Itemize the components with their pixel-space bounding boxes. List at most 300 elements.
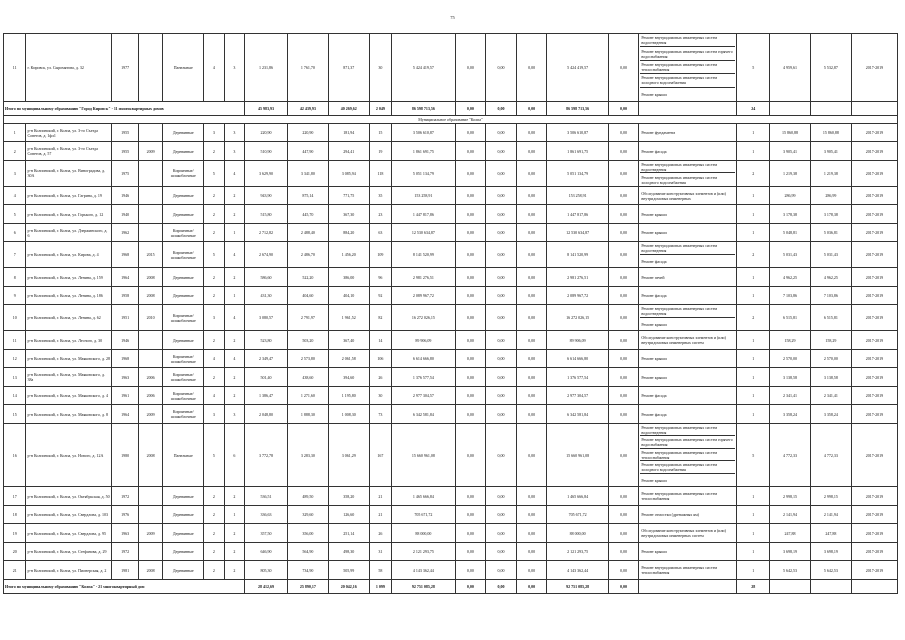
work-item: Ремонт внутридомовых инженерных систем теплоснабжения bbox=[640, 449, 735, 462]
cell-num: 7 bbox=[4, 242, 26, 268]
cell-fund-reg: 0,00 bbox=[486, 542, 517, 561]
cell-count: 5 bbox=[737, 423, 770, 487]
cell-cost-total: 12 530 634,87 bbox=[392, 223, 455, 242]
cell-walls: Кирпичные/ шлакоблочные bbox=[163, 223, 204, 242]
cell-entrances: 2 bbox=[224, 561, 244, 580]
work-item: Ремонт внутридомовых инженерных систем холодного водоснабжения bbox=[640, 74, 735, 87]
subtotal-fund-other: 0,00 bbox=[608, 579, 639, 593]
cell-unit-cost: 7 103,86 bbox=[770, 286, 811, 305]
cell-year-rec bbox=[138, 160, 163, 186]
table-row bbox=[4, 142, 898, 161]
subtotal-count: 28 bbox=[737, 579, 770, 593]
table-row bbox=[4, 405, 898, 424]
subtotal-fund-other: 0,00 bbox=[608, 101, 639, 115]
cell-address: р-н Колпинский, г. Колпа, ул. Стефанова, д. 29 bbox=[26, 542, 112, 561]
cell-unit-cost: 4 959,61 bbox=[770, 34, 811, 102]
works-cell bbox=[639, 423, 737, 487]
cell-max-cost: 158,29 bbox=[810, 331, 851, 350]
cell-year-built: 1972 bbox=[112, 487, 139, 506]
cell-max-cost: 2 570,00 bbox=[810, 349, 851, 368]
cell-area-res: 251,14 bbox=[328, 524, 369, 543]
cell-end-date: 2017-2019 bbox=[851, 160, 897, 186]
cell-fund-reg: 0,00 bbox=[486, 160, 517, 186]
cell-cost-total: 705 671,72 bbox=[392, 505, 455, 524]
cell-cost-total: 6 614 666,80 bbox=[392, 349, 455, 368]
cell-max-cost: 3 905,41 bbox=[810, 142, 851, 161]
cell-fund-own: 8 141 520,99 bbox=[547, 242, 608, 268]
cell-walls: Кирпичные/ шлакоблочные bbox=[163, 160, 204, 186]
cell-max-cost: 1 219,38 bbox=[810, 160, 851, 186]
cell-fund-reg: 0,00 bbox=[486, 331, 517, 350]
cell-fund-mun: 0,00 bbox=[516, 34, 547, 102]
work-item: Ремонт внутридомовых инженерных систем теплоснабжения bbox=[640, 61, 735, 74]
cell-year-rec: 2015 bbox=[138, 242, 163, 268]
cell-fund-mun: 0,00 bbox=[516, 561, 547, 580]
subtotal-row bbox=[4, 579, 898, 593]
cell-fund-fed: 0,00 bbox=[455, 524, 486, 543]
cell-year-built: 1946 bbox=[112, 331, 139, 350]
cell-num: 17 bbox=[4, 487, 26, 506]
work-item: Ремонт фасада bbox=[641, 293, 667, 299]
table-row bbox=[4, 34, 898, 102]
cell-fund-reg: 0,00 bbox=[486, 487, 517, 506]
cell-area-res: 1 195,80 bbox=[328, 386, 369, 405]
table-row bbox=[4, 423, 898, 487]
cell-end-date: 2017-2019 bbox=[851, 487, 897, 506]
cell-fund-own: 1 465 666,84 bbox=[547, 487, 608, 506]
cell-fund-reg: 0,00 bbox=[486, 286, 517, 305]
cell-count: 1 bbox=[737, 368, 770, 387]
cell-fund-reg: 0,00 bbox=[486, 423, 517, 487]
work-item: Ремонт внутридомовых инженерных систем холодного водоснабжения bbox=[640, 461, 735, 474]
cell-max-cost: 2 341,41 bbox=[810, 386, 851, 405]
cell-cost-total: 2 121 293,75 bbox=[392, 542, 455, 561]
cell-area-total: 646,90 bbox=[245, 542, 288, 561]
cell-address: р-н Колпинский, г. Колпа, ул. Лесного, д. 30 bbox=[26, 331, 112, 350]
cell-area-living: 522,20 bbox=[287, 268, 328, 287]
cell-area-total: 336,63 bbox=[245, 505, 288, 524]
cell-area-res: 771,75 bbox=[328, 186, 369, 205]
cell-end-date: 2017-2019 bbox=[851, 123, 897, 142]
cell-fund-reg: 0,00 bbox=[486, 368, 517, 387]
cell-area-total: 3 080,57 bbox=[245, 305, 288, 331]
cell-fund-mun: 0,00 bbox=[516, 186, 547, 205]
cell-fund-mun: 0,00 bbox=[516, 142, 547, 161]
cell-address: г. Кировск, ул. Сыромятова, д. 32 bbox=[26, 34, 112, 102]
works-cell bbox=[639, 386, 737, 405]
cell-year-rec: 2006 bbox=[138, 386, 163, 405]
cell-fund-own: 89 906,09 bbox=[547, 331, 608, 350]
table-row bbox=[4, 368, 898, 387]
cell-walls: Кирпичные/ шлакоблочные bbox=[163, 386, 204, 405]
cell-count: 2 bbox=[737, 242, 770, 268]
cell-unit-cost: 15 860,88 bbox=[770, 123, 811, 142]
cell-fund-mun: 0,00 bbox=[516, 349, 547, 368]
cell-residents: 92 bbox=[369, 286, 391, 305]
cell-num: 3 bbox=[4, 160, 26, 186]
cell-walls: Деревянные bbox=[163, 186, 204, 205]
works-cell bbox=[639, 524, 737, 543]
cell-count: 1 bbox=[737, 268, 770, 287]
cell-residents: 82 bbox=[369, 305, 391, 331]
cell-fund-other: 0,00 bbox=[608, 242, 639, 268]
work-item: Ремонт фасада bbox=[641, 258, 667, 264]
cell-fund-mun: 0,00 bbox=[516, 505, 547, 524]
cell-area-total: 2 674,90 bbox=[245, 242, 288, 268]
cell-year-rec bbox=[138, 223, 163, 242]
cell-max-cost: 7 103,86 bbox=[810, 286, 851, 305]
cell-cost-total: 1 465 666,84 bbox=[392, 487, 455, 506]
cell-area-living: 1 761,70 bbox=[287, 34, 328, 102]
cell-count: 2 bbox=[737, 160, 770, 186]
work-item: Ремонт крыши bbox=[641, 230, 667, 236]
cell-area-res: 3 085,94 bbox=[328, 160, 369, 186]
cell-area-living: 2 486,70 bbox=[287, 242, 328, 268]
cell-walls: Деревянные bbox=[163, 542, 204, 561]
cell-num: 11 bbox=[4, 34, 26, 102]
cell-max-cost: 6 515,81 bbox=[810, 305, 851, 331]
table-row bbox=[4, 386, 898, 405]
cell-year-built: 1980 bbox=[112, 423, 139, 487]
cell-year-built: 1968 bbox=[112, 242, 139, 268]
cell-fund-mun: 0,00 bbox=[516, 524, 547, 543]
cell-fund-other: 0,00 bbox=[608, 331, 639, 350]
work-item: Ремонт внутридомовых инженерных систем водоотведения bbox=[640, 242, 735, 255]
cell-walls: Кирпичные/ шлакоблочные bbox=[163, 368, 204, 387]
cell-floors: 3 bbox=[204, 305, 224, 331]
cell-address: р-н Колпинский, г. Колпа, ул. Горького, д. 12 bbox=[26, 205, 112, 224]
cell-walls: Деревянные bbox=[163, 331, 204, 350]
cell-cost-total: 2 977 304,57 bbox=[392, 386, 455, 405]
cell-area-living: 220,90 bbox=[287, 123, 328, 142]
cell-fund-mun: 0,00 bbox=[516, 405, 547, 424]
subtotal-fund-fed: 0,00 bbox=[455, 579, 486, 593]
cell-unit-cost: 158,29 bbox=[770, 331, 811, 350]
work-item: Ремонт крыши bbox=[641, 91, 667, 97]
work-item: Ремонт фасада bbox=[641, 411, 667, 417]
subtotal-fund-reg: 0,00 bbox=[486, 579, 517, 593]
cell-area-living: 447,90 bbox=[287, 142, 328, 161]
cell-fund-mun: 0,00 bbox=[516, 305, 547, 331]
cell-year-rec bbox=[138, 205, 163, 224]
cell-end-date: 2017-2019 bbox=[851, 205, 897, 224]
cell-entrances: 3 bbox=[224, 142, 244, 161]
cell-fund-fed: 0,00 bbox=[455, 286, 486, 305]
cell-floors: 2 bbox=[204, 561, 224, 580]
cell-floors: 4 bbox=[204, 349, 224, 368]
cell-num: 18 bbox=[4, 505, 26, 524]
table-row bbox=[4, 305, 898, 331]
cell-area-living: 564,90 bbox=[287, 542, 328, 561]
cell-fund-other: 0,00 bbox=[608, 505, 639, 524]
subtotal-area-res: 20 042,16 bbox=[328, 579, 369, 593]
table-row bbox=[4, 160, 898, 186]
work-item: Ремонт отмостки (дренажных ям) bbox=[641, 512, 700, 518]
cell-cost-total: 89 906,09 bbox=[392, 331, 455, 350]
cell-year-rec bbox=[138, 542, 163, 561]
cell-area-living: 3 341,80 bbox=[287, 160, 328, 186]
work-item: Ремонт печей bbox=[641, 274, 665, 280]
cell-year-rec bbox=[138, 186, 163, 205]
cell-walls: Кирпичные/ шлакоблочные bbox=[163, 349, 204, 368]
cell-area-total: 431,30 bbox=[245, 286, 288, 305]
cell-area-living: 1 271,60 bbox=[287, 386, 328, 405]
cell-cost-total: 8 141 520,99 bbox=[392, 242, 455, 268]
cell-area-total: 2 048,80 bbox=[245, 405, 288, 424]
cell-area-living: 445,70 bbox=[287, 205, 328, 224]
cell-walls: Деревянные bbox=[163, 487, 204, 506]
subtotal-residents: 1 099 bbox=[369, 579, 391, 593]
cell-residents: 167 bbox=[369, 423, 391, 487]
work-item: Ремонт крыши bbox=[641, 477, 667, 483]
table-row bbox=[4, 487, 898, 506]
cell-entrances: 2 bbox=[224, 524, 244, 543]
subtotal-end-date bbox=[851, 101, 897, 115]
cell-walls: Кирпичные/ шлакоблочные bbox=[163, 405, 204, 424]
cell-fund-mun: 0,00 bbox=[516, 223, 547, 242]
subtotal-area-living: 42 439,93 bbox=[287, 101, 328, 115]
cell-fund-fed: 0,00 bbox=[455, 423, 486, 487]
cell-address: р-н Колпинский, г. Колпа, ул. Гагрина, д. 19 bbox=[26, 186, 112, 205]
cell-fund-mun: 0,00 bbox=[516, 542, 547, 561]
cell-year-built: 1958 bbox=[112, 286, 139, 305]
cell-fund-own: 4 143 362,44 bbox=[547, 561, 608, 580]
cell-floors: 2 bbox=[204, 268, 224, 287]
works-cell bbox=[639, 34, 737, 102]
cell-fund-own: 12 530 634,87 bbox=[547, 223, 608, 242]
cell-cost-total: 1 861 691,75 bbox=[392, 142, 455, 161]
table-row bbox=[4, 223, 898, 242]
capital-repair-register-table bbox=[3, 33, 898, 594]
work-item: Обследование конструктивных элементов и (или) внутридомовых инженерных bbox=[641, 190, 726, 201]
cell-end-date: 2017-2019 bbox=[851, 268, 897, 287]
work-item: Ремонт фундамента bbox=[641, 130, 676, 136]
table-row bbox=[4, 561, 898, 580]
cell-cost-total: 2 981 276,51 bbox=[392, 268, 455, 287]
subtotal-max-cost bbox=[810, 579, 851, 593]
cell-area-res: 3 061,29 bbox=[328, 423, 369, 487]
cell-fund-other: 0,00 bbox=[608, 423, 639, 487]
cell-count: 1 bbox=[737, 487, 770, 506]
cell-fund-fed: 0,00 bbox=[455, 542, 486, 561]
cell-fund-other: 0,00 bbox=[608, 368, 639, 387]
cell-area-total: 2 712,82 bbox=[245, 223, 288, 242]
cell-address: р-н Колпинский, г. Колпа, ул. Маяковского, д. 28 bbox=[26, 349, 112, 368]
cell-year-rec: 2010 bbox=[138, 305, 163, 331]
subtotal-row bbox=[4, 101, 898, 115]
cell-year-rec: 2008 bbox=[138, 561, 163, 580]
cell-area-total: 501,40 bbox=[245, 368, 288, 387]
cell-end-date: 2017-2019 bbox=[851, 242, 897, 268]
subtotal-residents: 2 049 bbox=[369, 101, 391, 115]
cell-walls: Кирпичные/ шлакоблочные bbox=[163, 242, 204, 268]
cell-entrances: 3 bbox=[224, 405, 244, 424]
cell-fund-other: 0,00 bbox=[608, 34, 639, 102]
cell-residents: 109 bbox=[369, 242, 391, 268]
subtotal-fund-own: 86 598 713,56 bbox=[547, 101, 608, 115]
table-body bbox=[4, 34, 898, 594]
cell-area-total: 805,30 bbox=[245, 561, 288, 580]
subtotal-label: Итого по муниципальному образованию "Колпа" - 21 многоквартирный дом bbox=[4, 579, 245, 593]
subtotal-unit-cost bbox=[770, 101, 811, 115]
work-item: Ремонт крыши bbox=[641, 321, 667, 327]
cell-end-date: 2017-2019 bbox=[851, 368, 897, 387]
cell-floors: 4 bbox=[204, 34, 224, 102]
cell-end-date: 2017-2019 bbox=[851, 186, 897, 205]
cell-floors: 2 bbox=[204, 186, 224, 205]
cell-count: 1 bbox=[737, 186, 770, 205]
cell-cost-total: 88 000,00 bbox=[392, 524, 455, 543]
subtotal-area-res: 40 269,62 bbox=[328, 101, 369, 115]
cell-fund-reg: 0,00 bbox=[486, 305, 517, 331]
cell-max-cost: 5 642,53 bbox=[810, 561, 851, 580]
cell-walls: Деревянные bbox=[163, 205, 204, 224]
cell-year-rec bbox=[138, 123, 163, 142]
cell-max-cost: 2 141,94 bbox=[810, 505, 851, 524]
cell-num: 12 bbox=[4, 349, 26, 368]
cell-count: 1 bbox=[737, 123, 770, 142]
cell-residents: 21 bbox=[369, 487, 391, 506]
cell-fund-other: 0,00 bbox=[608, 542, 639, 561]
cell-year-rec bbox=[138, 487, 163, 506]
cell-fund-mun: 0,00 bbox=[516, 331, 547, 350]
cell-address: р-н Колпинский, г. Колпа, ул. Дзержинского, д. 6 bbox=[26, 223, 112, 242]
cell-cost-total: 5 424 419,57 bbox=[392, 34, 455, 102]
subtotal-label: Итого по муниципальному образованию "Город Кировск" - 11 многоквартирных домов bbox=[4, 101, 245, 115]
table-row bbox=[4, 505, 898, 524]
cell-area-res: 498,30 bbox=[328, 542, 369, 561]
cell-area-res: 1 456,20 bbox=[328, 242, 369, 268]
cell-year-built: 1977 bbox=[112, 34, 139, 102]
cell-fund-other: 0,00 bbox=[608, 524, 639, 543]
cell-residents: 63 bbox=[369, 223, 391, 242]
cell-walls: Деревянные bbox=[163, 123, 204, 142]
cell-end-date: 2017-2019 bbox=[851, 223, 897, 242]
cell-fund-own: 1 447 817,86 bbox=[547, 205, 608, 224]
subtotal-fund-own: 92 751 085,28 bbox=[547, 579, 608, 593]
cell-floors: 2 bbox=[204, 223, 224, 242]
cell-address: р-н Колпинский, г. Колпа, ул. Виноградова, д. 30А bbox=[26, 160, 112, 186]
cell-address: р-н Колпинский, г. Колпа, ул. Октябрьская, д. 50 bbox=[26, 487, 112, 506]
cell-address: р-н Колпинский, г. Колпа, ул. Кирова, д. 4 bbox=[26, 242, 112, 268]
work-item: Ремонт внутридомовых инженерных систем теплоснабжения bbox=[641, 491, 718, 502]
works-cell bbox=[639, 123, 737, 142]
cell-year-rec: 2008 bbox=[138, 268, 163, 287]
cell-area-total: 3 629,90 bbox=[245, 160, 288, 186]
cell-entrances: 2 bbox=[224, 205, 244, 224]
cell-entrances: 4 bbox=[224, 349, 244, 368]
cell-fund-other: 0,00 bbox=[608, 205, 639, 224]
cell-fund-fed: 0,00 bbox=[455, 505, 486, 524]
cell-fund-other: 0,00 bbox=[608, 405, 639, 424]
cell-area-living: 3 283,30 bbox=[287, 423, 328, 487]
cell-fund-mun: 0,00 bbox=[516, 160, 547, 186]
cell-fund-fed: 0,00 bbox=[455, 331, 486, 350]
cell-entrances: 1 bbox=[224, 505, 244, 524]
subtotal-cost-total: 92 751 085,28 bbox=[392, 579, 455, 593]
cell-unit-cost: 3 138,58 bbox=[770, 368, 811, 387]
cell-area-res: 1 008,30 bbox=[328, 405, 369, 424]
subtotal-area-total: 45 983,93 bbox=[245, 101, 288, 115]
cell-address: р-н Колпинский, г. Колпа, ул. Маяковского, д. 4 bbox=[26, 386, 112, 405]
cell-residents: 73 bbox=[369, 405, 391, 424]
cell-area-living: 875,14 bbox=[287, 186, 328, 205]
cell-residents: 31 bbox=[369, 542, 391, 561]
cell-unit-cost: 5 642,53 bbox=[770, 561, 811, 580]
cell-fund-own: 2 977 304,57 bbox=[547, 386, 608, 405]
cell-cost-total: 153 258,91 bbox=[392, 186, 455, 205]
work-item: Ремонт крыши bbox=[641, 374, 667, 380]
cell-fund-mun: 0,00 bbox=[516, 368, 547, 387]
cell-max-cost: 3 358,24 bbox=[810, 405, 851, 424]
cell-area-living: 489,50 bbox=[287, 487, 328, 506]
cell-residents: 26 bbox=[369, 368, 391, 387]
works-cell bbox=[639, 160, 737, 186]
cell-num: 13 bbox=[4, 368, 26, 387]
cell-fund-own: 88 000,00 bbox=[547, 524, 608, 543]
cell-residents: 118 bbox=[369, 160, 391, 186]
cell-walls: Кирпичные/ шлакоблочные bbox=[163, 305, 204, 331]
cell-area-living: 438,60 bbox=[287, 368, 328, 387]
cell-fund-mun: 0,00 bbox=[516, 386, 547, 405]
cell-address: р-н Колпинский, г. Колпа, ул. Маяковского, д. 8 bbox=[26, 405, 112, 424]
cell-fund-fed: 0,00 bbox=[455, 160, 486, 186]
page-number: 75 bbox=[450, 15, 455, 20]
cell-address: р-н Колпинский, г. Колпа, ул. Ленина, д. 62 bbox=[26, 305, 112, 331]
cell-fund-reg: 0,00 bbox=[486, 142, 517, 161]
cell-year-built: 1976 bbox=[112, 505, 139, 524]
cell-fund-fed: 0,00 bbox=[455, 561, 486, 580]
cell-year-rec: 2008 bbox=[138, 286, 163, 305]
cell-residents: 21 bbox=[369, 505, 391, 524]
cell-max-cost: 5 031,43 bbox=[810, 242, 851, 268]
cell-unit-cost: 4 772,33 bbox=[770, 423, 811, 487]
cell-area-total: 2 349,47 bbox=[245, 349, 288, 368]
cell-area-living: 734,90 bbox=[287, 561, 328, 580]
cell-fund-reg: 0,00 bbox=[486, 186, 517, 205]
cell-unit-cost: 5 031,43 bbox=[770, 242, 811, 268]
cell-num: 2 bbox=[4, 142, 26, 161]
cell-entrances: 6 bbox=[224, 423, 244, 487]
cell-fund-reg: 0,00 bbox=[486, 268, 517, 287]
cell-count: 1 bbox=[737, 405, 770, 424]
cell-year-rec bbox=[138, 34, 163, 102]
cell-walls: Панельные bbox=[163, 34, 204, 102]
subtotal-cost-total: 86 598 713,56 bbox=[392, 101, 455, 115]
cell-fund-own: 2 121 293,75 bbox=[547, 542, 608, 561]
cell-fund-mun: 0,00 bbox=[516, 423, 547, 487]
works-cell bbox=[639, 305, 737, 331]
cell-area-res: 505,99 bbox=[328, 561, 369, 580]
subtotal-max-cost bbox=[810, 101, 851, 115]
cell-address: р-н Колпинский, г. Колпа, ул. Свердлова, д. 103 bbox=[26, 505, 112, 524]
work-item: Ремонт внутридомовых инженерных систем водоотведения bbox=[640, 424, 735, 437]
cell-floors: 5 bbox=[204, 242, 224, 268]
subtotal-fund-mun: 0,00 bbox=[516, 579, 547, 593]
cell-end-date: 2017-2019 bbox=[851, 561, 897, 580]
cell-area-total: 536,51 bbox=[245, 487, 288, 506]
cell-fund-other: 0,00 bbox=[608, 223, 639, 242]
work-item: Ремонт внутридомовых инженерных систем водоотведения bbox=[640, 161, 735, 174]
cell-max-cost: 15 860,88 bbox=[810, 123, 851, 142]
cell-num: 21 bbox=[4, 561, 26, 580]
cell-year-built: 1968 bbox=[112, 349, 139, 368]
cell-count: 1 bbox=[737, 505, 770, 524]
cell-floors: 2 bbox=[204, 205, 224, 224]
cell-year-rec: 2009 bbox=[138, 142, 163, 161]
cell-entrances: 2 bbox=[224, 331, 244, 350]
cell-address: р-н Колпинский, г. Колпа, ул. 3-го Съезда Советов, д. 1фл1 bbox=[26, 123, 112, 142]
